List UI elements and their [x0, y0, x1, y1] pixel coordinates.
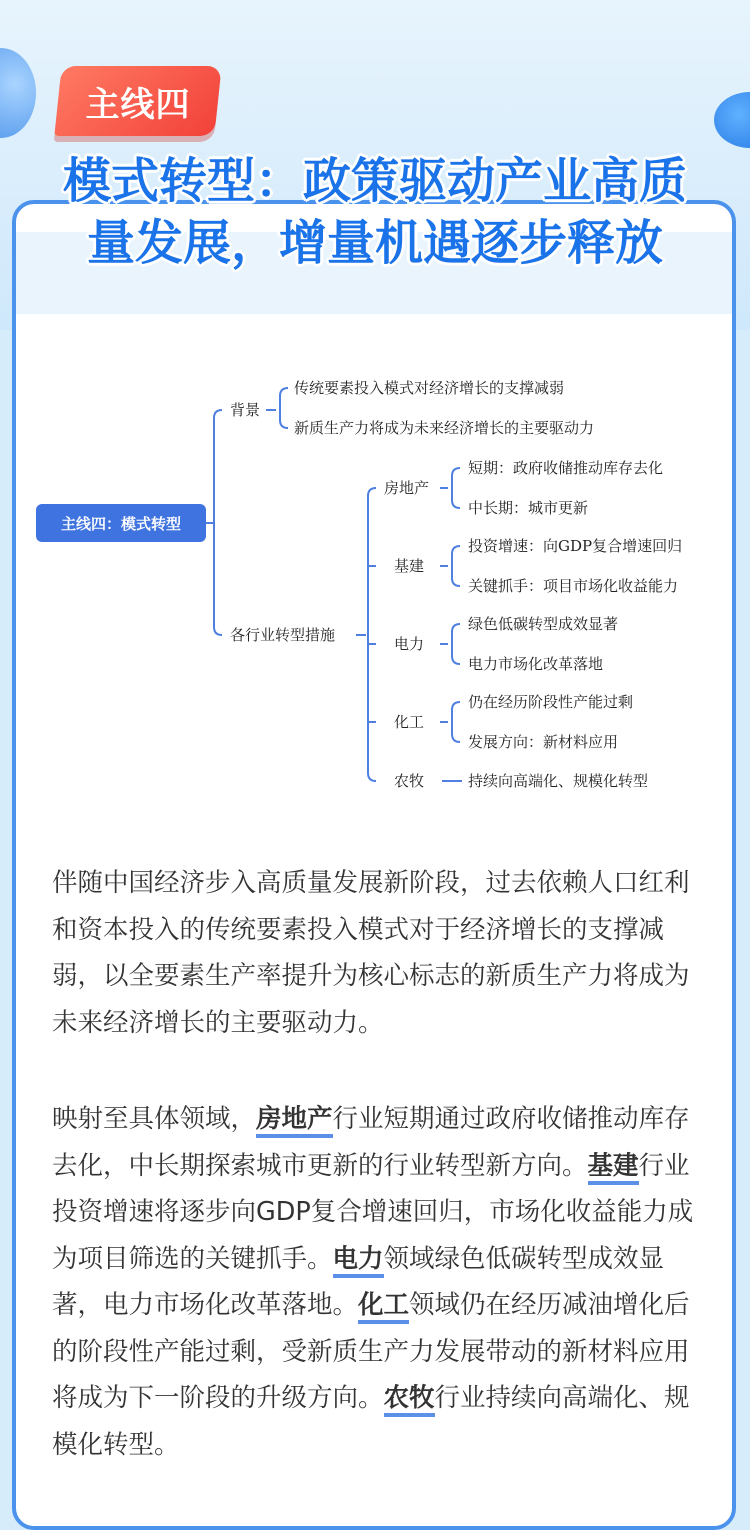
- page-title-line-1: 模式转型：政策驱动产业高质: [62, 153, 687, 209]
- paragraph-text: 领域仍在经历减油增化后的阶段性产能过剩，受新质生产力发展带动的新材料应用将成为下一阶段的升级方向。: [52, 1290, 690, 1413]
- body-paragraph-1: 伴随中国经济步入高质量发展新阶段，过去依赖人口红利和资本投入的传统要素投入模式对于经济增长的支撑减弱，以全要素生产率提升为核心标志的新质生产力将成为未来经济增长的主要驱动力。: [52, 868, 690, 1038]
- keyword-agriculture: 农牧: [384, 1383, 435, 1417]
- mindmap-sector: 基建: [394, 557, 425, 575]
- paragraph-text: 行业投资增速将逐步向GDP复合增速回归，市场化收益能力成为项目筛选的关键抓手。: [52, 1150, 694, 1274]
- mindmap-sector: 电力: [394, 635, 425, 653]
- mindmap-branch-measures: 各行业转型措施: [230, 626, 336, 644]
- paragraph-text: 映射至具体领域，: [52, 1104, 257, 1134]
- keyword-power: 电力: [333, 1244, 384, 1278]
- mindmap-sector: 农牧: [394, 772, 425, 790]
- mindmap-sector: 化工: [394, 713, 425, 731]
- keyword-real-estate: 房地产: [256, 1104, 333, 1138]
- paragraph-text: 行业持续向高端化、规模化转型。: [52, 1383, 690, 1460]
- paragraph-text: 行业短期通过政府收储推动库存去化，中长期探索城市更新的行业转型新方向。: [52, 1104, 690, 1181]
- mindmap-leaf: 电力市场化改革落地: [468, 655, 604, 673]
- mindmap-leaf: 仍在经历阶段性产能过剩: [468, 693, 634, 711]
- page-title-line-2: 量发展，增量机遇逐步释放: [86, 215, 663, 271]
- keyword-chemicals: 化工: [358, 1290, 409, 1324]
- mindmap-root: 主线四：模式转型: [36, 504, 206, 542]
- body-paragraph-2: [52, 1096, 708, 1468]
- mindmap-leaf: 中长期：城市更新: [468, 499, 589, 517]
- mindmap-sector: 房地产: [384, 479, 430, 497]
- keyword-infrastructure: 基建: [588, 1151, 639, 1185]
- mindmap-leaf: 发展方向：新材料应用: [468, 733, 619, 751]
- mindmap-leaf: 短期：政府收储推动库存去化: [468, 459, 664, 477]
- section-badge: 主线四: [85, 84, 191, 125]
- mindmap-leaf: 关键抓手：项目市场化收益能力: [468, 577, 679, 595]
- mindmap-leaf: 投资增速：向GDP复合增速回归: [468, 537, 683, 555]
- mindmap-branch-background: 背景: [230, 401, 261, 419]
- mindmap-leaf: 新质生产力将成为未来经济增长的主要驱动力: [294, 419, 595, 437]
- mindmap-leaf: 持续向高端化、规模化转型: [468, 772, 649, 790]
- mindmap-leaf: 传统要素投入模式对经济增长的支撑减弱: [294, 379, 565, 397]
- paragraph-text: 领域绿色低碳转型成效显著，电力市场化改革落地。: [52, 1243, 665, 1320]
- mindmap-leaf: 绿色低碳转型成效显著: [468, 615, 619, 633]
